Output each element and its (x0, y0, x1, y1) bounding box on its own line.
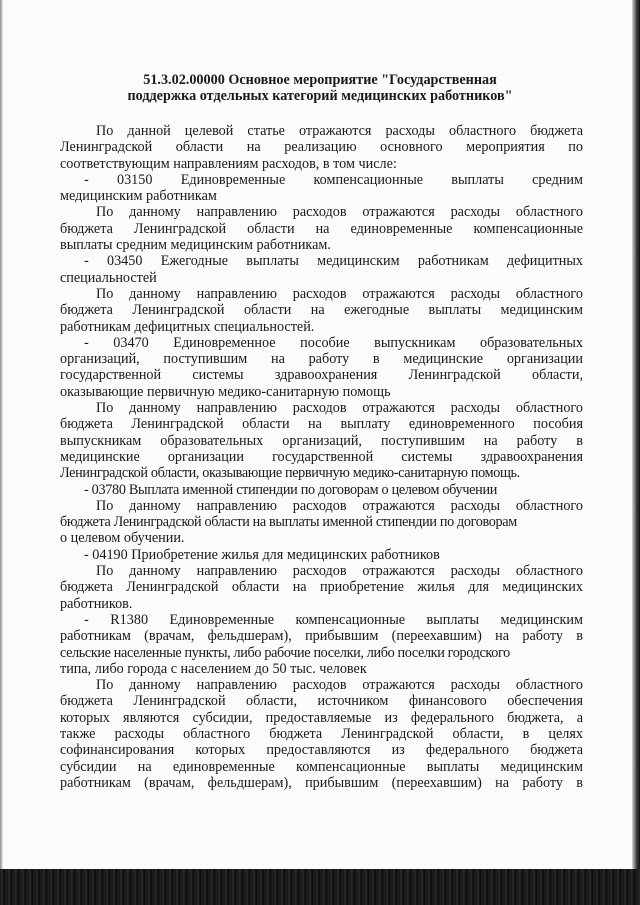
text-line: работникам дефицитных специальностей. (60, 318, 315, 335)
text-line: бюджета Ленинградской области на выплату единовременного пособия (60, 416, 583, 433)
text-line: - 03780 Выплата именной стипендии по договорам о целевом обучении (84, 481, 498, 498)
document-body (60, 123, 583, 791)
text-line: типа, либо города с населением до 50 тыс. человек (60, 660, 367, 677)
text-line: работникам (врачам, фельдшерам), прибывшим (переехавшим) на работу в (60, 628, 583, 645)
text-line: - 03470 Единовременное пособие выпускникам образовательных (84, 334, 583, 351)
text-line: По данному направлению расходов отражаются расходы областного (96, 677, 583, 694)
text-line: бюджета Ленинградской области на единовременные компенсационные (60, 220, 583, 237)
text-line: - 03150 Единовременные компенсационные выплаты средним (84, 171, 583, 188)
text-line: - R1380 Единовременные компенсационные выплаты медицинским (84, 611, 583, 628)
text-line: соответствующим направлениям расходов, в том числе: (60, 155, 397, 172)
text-line: работников. (60, 595, 133, 612)
text-line: По данной целевой статье отражаются расходы областного бюджета (96, 123, 583, 139)
text-line: работникам (врачам, фельдшерам), прибывшим (переехавшим) на работу в (60, 774, 583, 791)
text-line: специальностей (60, 269, 157, 286)
text-line: софинансирования которых предоставляются из федерального бюджета (60, 742, 583, 759)
scan-edge-right (632, 0, 640, 870)
text-line: также расходы областного бюджета Ленинградской области, в целях (60, 725, 583, 742)
text-line: медицинские организации государственной системы здравоохранения (60, 448, 583, 465)
text-line: которых являются субсидии, предоставляемые из федерального бюджета, а (60, 709, 583, 726)
text-line: По данному направлению расходов отражаются расходы областного (96, 400, 583, 417)
title-line: поддержка отдельных категорий медицинских работников" (127, 88, 513, 105)
scan-edge-left (0, 0, 3, 870)
text-line: сельские населенные пункты, либо рабочие поселки, либо поселки городского (60, 644, 510, 661)
text-line: оказывающие первичную медико-санитарную помощь (60, 383, 391, 400)
text-line: Ленинградской области, оказывающие первичную медико-санитарную помощь. (60, 465, 520, 482)
text-line: о целевом обучении. (60, 530, 185, 547)
text-line: государственной системы здравоохранения Ленинградской области, (60, 367, 583, 384)
text-line: выплаты средним медицинским работникам. (60, 237, 331, 254)
title-line: 51.3.02.00000 Основное мероприятие "Государственная (143, 72, 497, 88)
text-line: По данному направлению расходов отражаются расходы областного (96, 285, 583, 302)
text-line: Ленинградской области на реализацию основного мероприятия по (60, 139, 583, 156)
text-line: - 04190 Приобретение жилья для медицинских работников (84, 546, 440, 563)
text-line: организаций, поступившим на работу в медицинские организации (60, 351, 583, 368)
text-line: медицинским работникам (60, 188, 217, 205)
text-line: бюджета Ленинградской области на выплаты именной стипендии по договорам (60, 514, 517, 531)
text-line: По данному направлению расходов отражаются расходы областного (96, 204, 583, 221)
text-line: По данному направлению расходов отражаются расходы областного (96, 563, 583, 580)
text-line: бюджета Ленинградской области на ежегодные выплаты медицинским (60, 302, 583, 319)
text-line: бюджета Ленинградской области на приобретение жилья для медицинских (60, 579, 583, 596)
text-line: По данному направлению расходов отражаются расходы областного (96, 497, 583, 514)
document-title (60, 72, 580, 105)
scan-edge-bottom (0, 869, 640, 905)
text-line: субсидии на единовременные компенсационные выплаты медицинским (60, 758, 583, 775)
text-line: - 03450 Ежегодные выплаты медицинским работникам дефицитных (84, 253, 583, 270)
text-line: выпускникам образовательных организаций, поступившим на работу в (60, 432, 583, 449)
text-line: бюджета Ленинградской области, источником финансового обеспечения (60, 693, 583, 710)
